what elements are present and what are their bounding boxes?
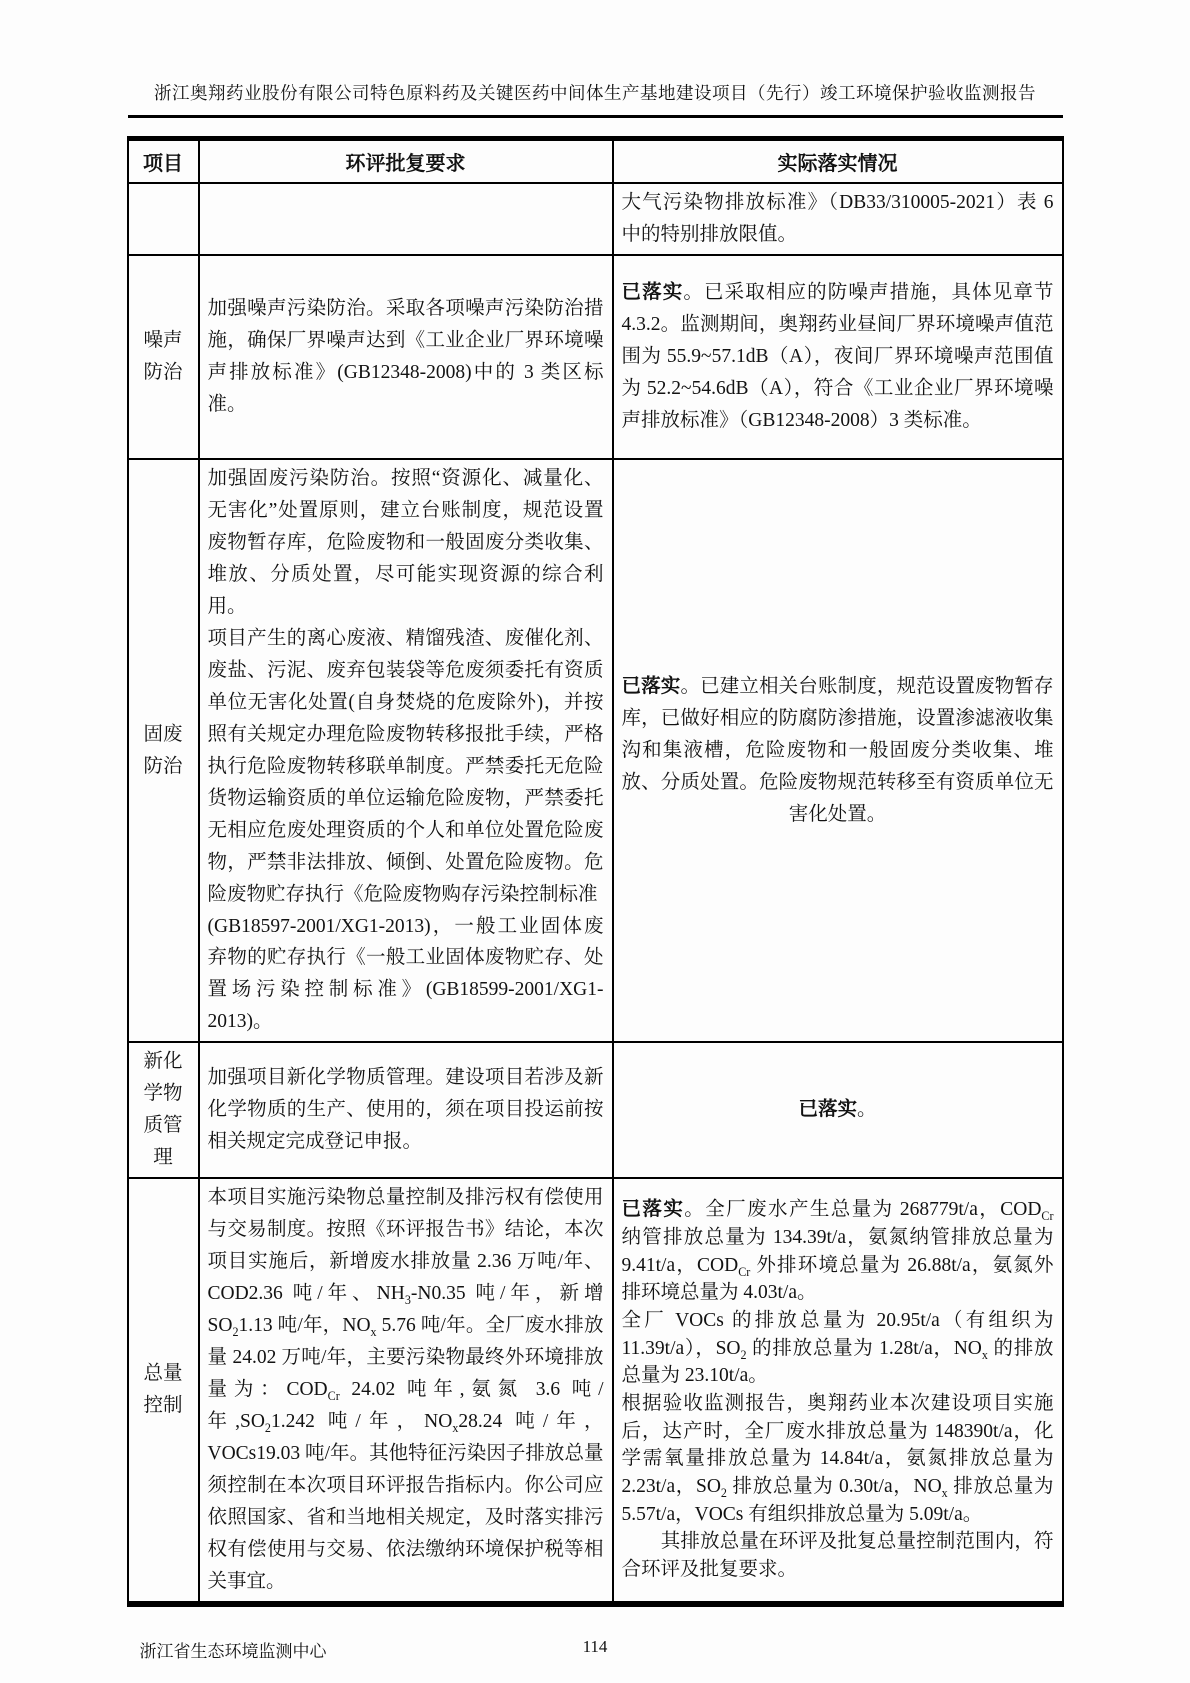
table-row-noise [128,255,1063,459]
col-header-item: 项目 [128,139,199,184]
col-header-implementation: 实际落实情况 [613,139,1063,184]
paragraph: 已落实。全厂废水产生总量为 268779t/a，$COD_{Cr}$ 纳管排放总量为 134.39t/a，氨氮纳管排放总量为 9.41t/a，$COD_{Cr}$ 外排环境总量为 26.88t/a，氨氮外排环境总量为 4.03t/a。 [621,1199,1054,1304]
table-row-solid-waste [128,459,1063,1042]
implementation-cell [613,1042,1063,1178]
requirement-cell [199,255,613,459]
item-cell: 总量控制 [128,1178,199,1604]
implementation-cell [613,1178,1063,1604]
paragraph: 已落实。已采取相应的防噪声措施，具体见章节 4.3.2。监测期间，奥翔药业昼间厂界环境噪声值范围为 55.9~57.1dB（A），夜间厂界环境噪声范围值为 52.2~54.6dB（A），符合《工业企业厂界环境噪声排放标准》（GB12348-2008）3 类标准。 [621,282,1054,431]
paragraph: 本项目实施污染物总量控制及排污权有偿使用与交易制度。按照《环评报告书》结论，本次项目实施后，新增废水排放量 2.36 万吨/年、COD2.36 吨/年、$NH_3-N0.35$ 吨/年，新增 $SO_21.13$ 吨/年，$NO_x$ 5.76 吨/年。全厂废水排放量 24.02 万吨/年，主要污染物最终外环境排放量为：$COD_{Cr}$ 24.02 吨年,氨氮 3.6 吨/年$,SO_21.242$ 吨/年，$NO_x28.24$ 吨/年，VOCs19.03 吨/年。其他特征污染因子排放总量须控制在本次项目环评报告指标内。你公司应依照国家、省和当地相关规定，及时落实排污权有偿使用与交易、依法缴纳环境保护税等相关事宜。 [207,1187,604,1592]
col-header-requirement: 环评批复要求 [199,139,613,184]
page-footer [128,1637,1063,1661]
eia-implementation-table [127,136,1064,1607]
item-cell: 固废防治 [128,459,199,1042]
paragraph: 大气污染物排放标准》（DB33/310005-2021）表 6 中的特别排放限值。 [621,192,1054,245]
paragraph: 全厂 VOCs 的排放总量为 20.95t/a（有组织为 11.39t/a），$SO_2$ 的排放总量为 1.28t/a，$NO_x$ 的排放总量为 23.10t/a。 [621,1309,1054,1387]
document-title: 浙江奥翔药业股份有限公司特色原料药及关键医药中间体生产基地建设项目（先行）竣工环境保护验收监测报告 [154,83,1036,103]
item-cell: 新化学物质管理 [128,1042,199,1178]
paragraph: 加强项目新化学物质管理。建设项目若涉及新化学物质的生产、使用的，须在项目投运前按相关规定完成登记申报。 [207,1067,604,1153]
implementation-cell [613,255,1063,459]
paragraph: 根据验收监测报告，奥翔药业本次建设项目实施后，达产时，全厂废水排放总量为 148390t/a，化学需氧量排放总量为 14.84t/a，氨氮排放总量为 2.23t/a，$SO_2$ 排放总量为 0.30t/a，$NO_x$ 排放总量为 5.57t/a，VOCs 有组织排放总量为 5.09t/a。 [621,1393,1054,1525]
requirement-cell [199,459,613,1042]
paragraph: 已落实。 [798,1099,877,1121]
implementation-cell [613,459,1063,1042]
requirement-cell [199,1178,613,1604]
table-row-total-control [128,1178,1063,1604]
table-row-continuation [128,183,1063,255]
item-cell [128,183,199,255]
item-cell: 噪声防治 [128,255,199,459]
paragraph: 项目产生的离心废液、精馏残渣、废催化剂、废盐、污泥、废弃包装袋等危废须委托有资质单位无害化处置(自身焚烧的危废除外)，并按照有关规定办理危险废物转移报批手续，严格执行危险废物转移联单制度。严禁委托无危险货物运输资质的单位运输危险废物，严禁委托无相应危废处理资质的个人和单位处置危险废物，严禁非法排放、倾倒、处置危险废物。危险废物贮存执行《危险废物购存污染控制标准 [207,627,604,905]
paragraph: 已落实。已建立相关台账制度，规范设置废物暂存库，已做好相应的防腐防渗措施，设置渗滤液收集沟和集液槽，危险废物和一般固废分类收集、堆放、分质处置。危险废物规范转移至有资质单位无害化处置。 [621,675,1054,825]
header-rule [128,115,1063,118]
requirement-cell [199,1042,613,1178]
requirement-cell [199,183,613,255]
paragraph: 其排放总量在环评及批复总量控制范围内，符合环评及批复要求。 [621,1531,1054,1581]
running-head [0,0,1190,118]
paragraph: 加强噪声污染防治。采取各项噪声污染防治措施，确保厂界噪声达到《工业企业厂界环境噪声排放标准》(GB12348-2008)中的 3 类区标准。 [207,298,604,415]
page-number: 114 [582,1636,608,1656]
footer-organization: 浙江省生态环境监测中心 [139,1641,327,1661]
table-header-row [128,139,1063,184]
paragraph: (GB18597-2001/XG1-2013)，一般工业固体废弃物的贮存执行《一般工业固体废物贮存、处置场污染控制标准》(GB18599-2001/XG1-2013)。 [207,915,604,1033]
paragraph: 加强固废污染防治。按照“资源化、减量化、无害化”处置原则，建立台账制度，规范设置废物暂存库，危险废物和一般固废分类收集、堆放、分质处置，尽可能实现资源的综合利用。 [207,467,604,617]
table-row-new-chemicals [128,1042,1063,1178]
implementation-cell [613,183,1063,255]
